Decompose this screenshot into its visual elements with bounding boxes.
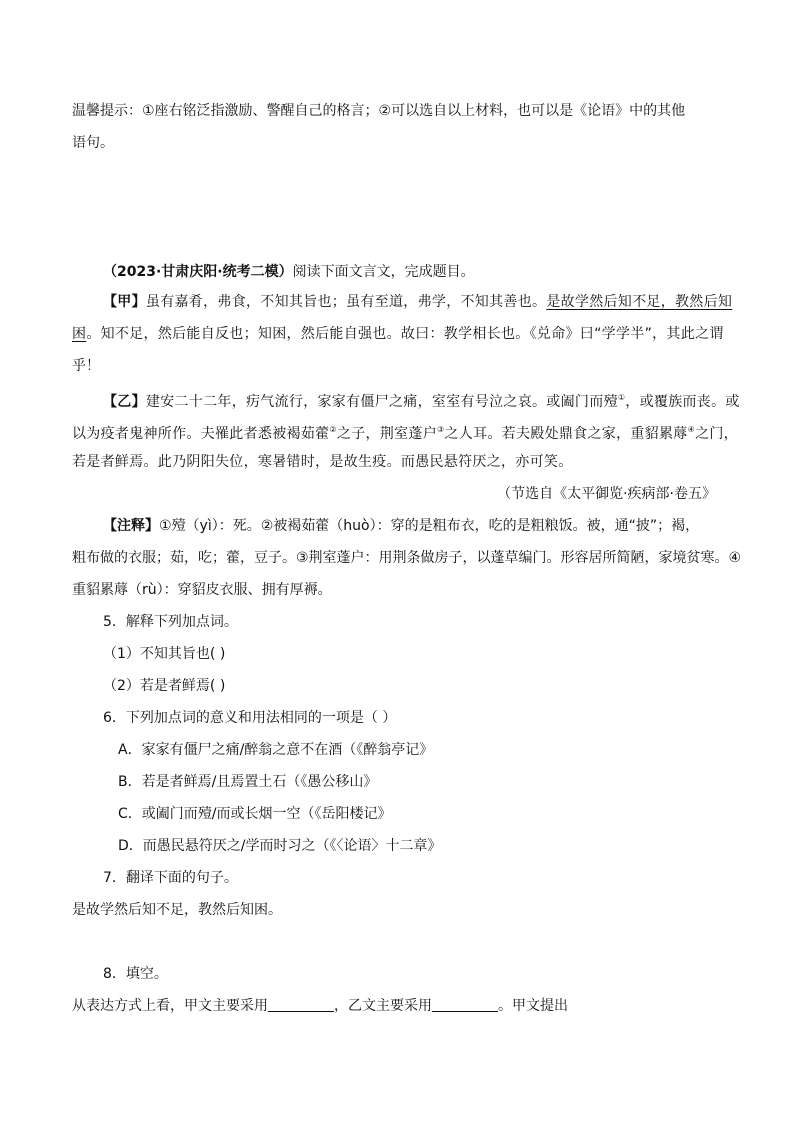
tip-line-1: 温馨提示：①座右铭泛指激励、警醒自己的格言；②可以选自以上材料，也可以是《论语》中的其他 xyxy=(72,103,686,119)
yi-text-2d: 之门， xyxy=(695,426,738,442)
yi-line-3: 若是者鲜焉。此乃阴阳失位，寒暑错时，是故生疫。而愚民悬符厌之，亦可笑。 xyxy=(72,454,573,470)
q7-sentence: 是故学然后知不足，教然后知困。 xyxy=(72,902,282,918)
footnote-mark-3: ③ xyxy=(437,425,445,434)
notes-line-3: 重貂累蓐（rù）：穿貂皮衣服、拥有厚褥。 xyxy=(72,582,332,598)
passage-source: （2023·甘肃庆阳·统考二模） xyxy=(103,264,293,280)
q8-line xyxy=(72,996,568,1016)
yi-text-1a: 建安二十二年，疠气流行，家家有僵尸之痛，室室有号泣之哀。或阖门而殪 xyxy=(145,394,618,410)
answer-blank-2[interactable] xyxy=(432,997,498,1012)
yi-line-2 xyxy=(72,420,738,444)
footnote-mark-2: ② xyxy=(329,425,337,434)
yi-text-2a: 以为疫者鬼神所作。夫罹此者悉被褐茹藿 xyxy=(72,426,330,442)
footnote-mark-4: ④ xyxy=(687,425,696,434)
q6-title: 6．下列加点词的意义和用法相同的一项是（ ） xyxy=(103,710,397,726)
q6-option-a: A．家家有僵尸之痛/醉翁之意不在酒（《醉翁亭记》 xyxy=(118,742,434,758)
yi-text-2b: 之子，荆室蓬户 xyxy=(336,426,437,442)
yi-tag: 【乙】 xyxy=(103,394,146,410)
yi-text-2c: 之人耳。若夫殿处鼎食之家，重貂累蓐 xyxy=(444,426,688,442)
q6-option-c: C．或阖门而殪/而或长烟一空（《岳阳楼记》 xyxy=(118,806,392,822)
tip-line-2: 语句。 xyxy=(72,135,114,151)
q7-title: 7．翻译下面的句子。 xyxy=(103,870,238,886)
jia-text-1: 虽有嘉肴，弗食，不知其旨也；虽有至道，弗学，不知其善也。 xyxy=(145,294,547,310)
q5-item-1: （1）不知其旨也( ) xyxy=(103,646,226,662)
footnote-mark-1: ① xyxy=(617,393,626,402)
jia-line-1 xyxy=(103,292,732,312)
jia-underlined-1: 是故学然后知不足，教然后知 xyxy=(546,294,733,310)
q8-text-2: ，乙文主要采用 xyxy=(334,998,432,1014)
notes-tag: 【注释】 xyxy=(103,518,159,534)
answer-blank-1[interactable] xyxy=(268,997,334,1012)
yi-text-1b: ，或覆族而丧。或 xyxy=(625,394,740,410)
passage-instruction: 阅读下面文言文，完成题目。 xyxy=(292,264,475,280)
notes-line-1 xyxy=(103,516,699,536)
q8-title: 8．填空。 xyxy=(103,966,168,982)
jia-line-3: 乎！ xyxy=(72,358,100,374)
q5-title: 5．解释下列加点词。 xyxy=(103,614,238,630)
jia-line-2 xyxy=(72,324,724,344)
q6-option-b: B．若是者鲜焉/且焉置土石（《愚公移山》 xyxy=(118,774,378,790)
passage-header xyxy=(103,262,475,282)
notes-text-1: ①殪（yì）：死。②被褐茹藿（huò）：穿的是粗布衣，吃的是粗粮饭。被，通“披”；褐， xyxy=(159,518,700,534)
jia-tag: 【甲】 xyxy=(103,294,146,310)
notes-line-2: 粗布做的衣服；茹，吃；藿，豆子。③荆室蓬户：用荆条做房子，以蓬草编门。形容居所简陋，家境贫寒。④ xyxy=(72,550,742,566)
yi-line-1 xyxy=(103,388,740,412)
q6-option-d: D．而愚民悬符厌之/学而时习之（《〈论语〉十二章》 xyxy=(118,838,442,854)
jia-underlined-2: 困 xyxy=(72,326,87,342)
q8-text-3: 。甲文提出 xyxy=(498,998,568,1014)
jia-text-2: 。知不足，然后能自反也；知困，然后能自强也。故曰：教学相长也。《兑命》曰“学学半”，其此之谓 xyxy=(86,326,724,342)
q5-item-2: （2）若是者鲜焉( ) xyxy=(103,678,226,694)
yi-source: （节选自《太平御览·疾病部·卷五》 xyxy=(497,486,716,502)
q8-text-1: 从表达方式上看，甲文主要采用 xyxy=(72,998,268,1014)
